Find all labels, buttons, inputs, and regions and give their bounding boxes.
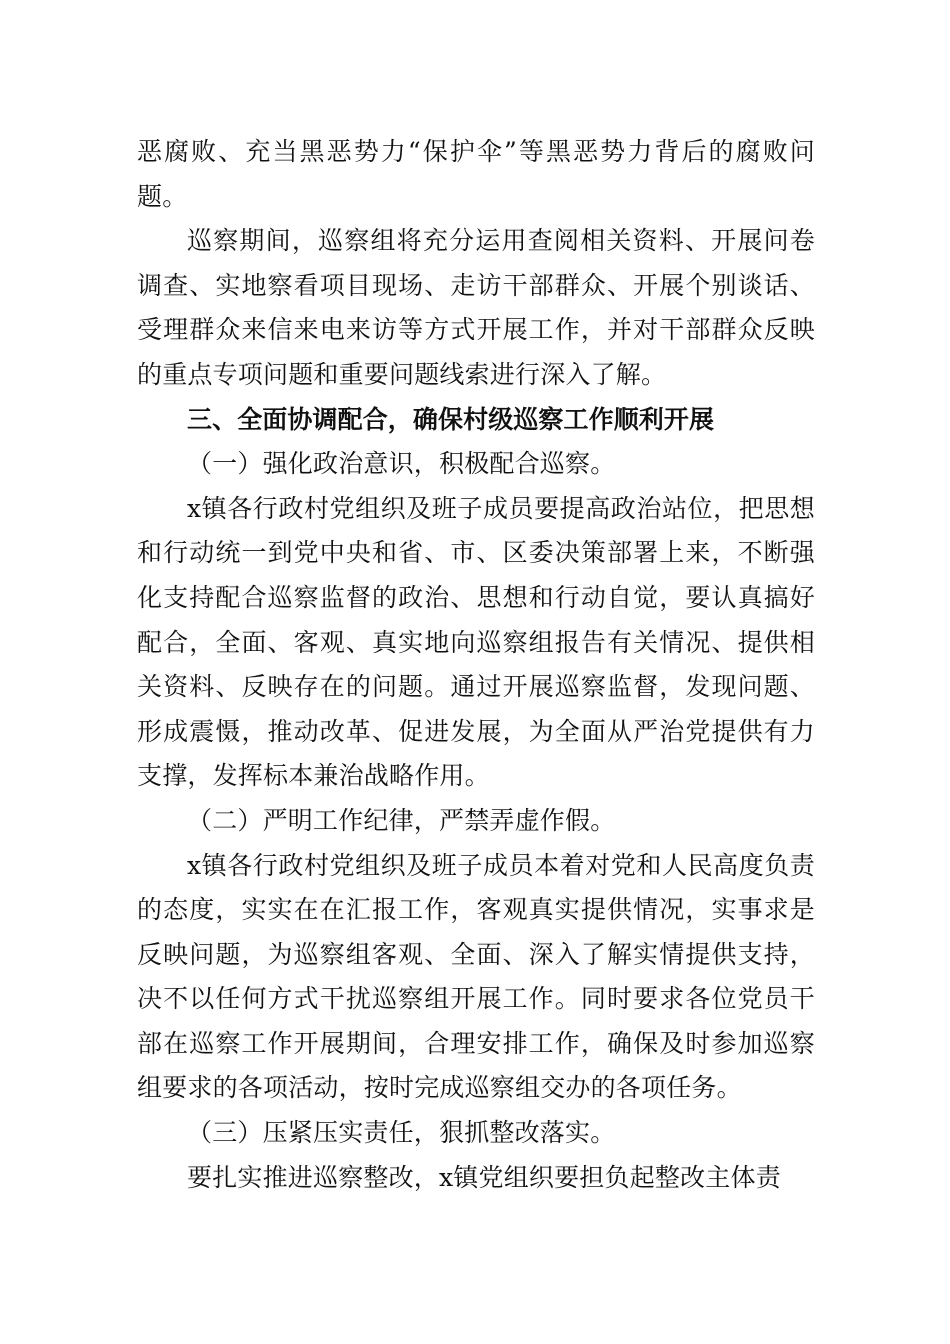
subheading-two: （二）严明工作纪律，严禁弄虚作假。	[187, 805, 616, 835]
paragraph-political-awareness: x镇各行政村党组织及班子成员要提高政治站位，把思想和行动统一到党中央和省、市、区委决策部署上来，不断强化支持配合巡察监督的政治、思想和行动自觉，要认真搞好配合，全面、客观、真实地向巡察组报告有关情况、提供相关资料、反映存在的问题。通过开展巡察监督，发现问题、形成震慑，推动改革、促进发展，为全面从严治党提供有力支撑，发挥标本兼治战略作用。	[137, 493, 815, 791]
paragraph-work-discipline: x镇各行政村党组织及班子成员本着对党和人民高度负责的态度，实实在在汇报工作，客观真实提供情况，实事求是反映问题，为巡察组客观、全面、深入了解实情提供支持，决不以任何方式干扰巡察组开展工作。同时要求各位党员干部在巡察工作开展期间，合理安排工作，确保及时参加巡察组要求的各项活动，按时完成巡察组交办的各项任务。	[137, 850, 815, 1103]
paragraph-rectification: 要扎实推进巡察整改，x镇党组织要担负起整改主体责	[187, 1162, 781, 1192]
document-body	[137, 130, 815, 1200]
subheading-three: （三）压紧压实责任，狠抓整改落实。	[187, 1118, 616, 1148]
subheading-one: （一）强化政治意识，积极配合巡察。	[187, 449, 616, 479]
section-heading-three: 三、全面协调配合，确保村级巡察工作顺利开展	[187, 404, 715, 434]
paragraph-continuation: 恶腐败、充当黑恶势力“保护伞”等黑恶势力背后的腐败问题。	[137, 137, 815, 211]
paragraph-inspection-methods: 巡察期间，巡察组将充分运用查阅相关资料、开展问卷调查、实地察看项目现场、走访干部群众、开展个别谈话、受理群众来信来电来访等方式开展工作，并对干部群众反映的重点专项问题和重要问题线索进行深入了解。	[137, 226, 815, 389]
